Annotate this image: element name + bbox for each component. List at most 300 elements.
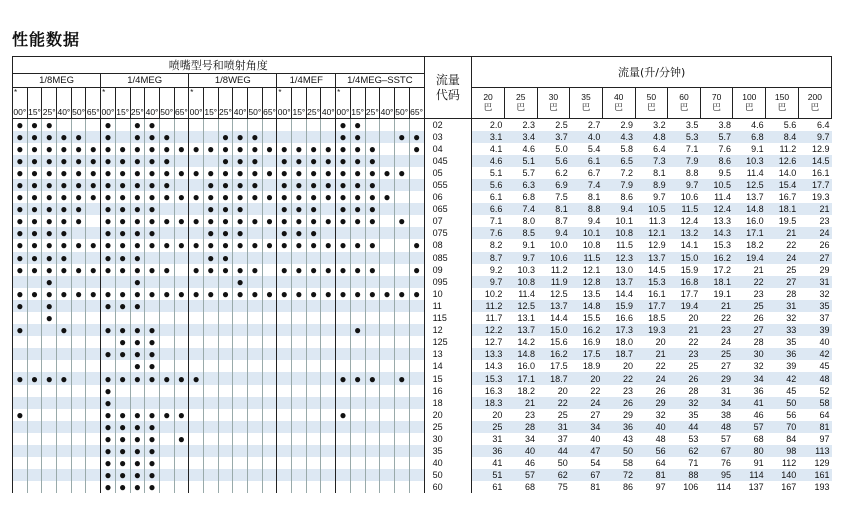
flow-value-cell: 27 <box>733 324 766 336</box>
empty-cell <box>306 360 321 372</box>
empty-cell <box>57 421 72 433</box>
availability-dot: ● <box>101 179 116 191</box>
flow-value-cell: 58 <box>623 458 634 469</box>
empty-cell <box>292 336 307 348</box>
empty-cell <box>409 372 424 384</box>
empty-cell <box>189 324 204 336</box>
empty-cell <box>174 481 189 493</box>
empty-cell <box>365 276 380 288</box>
empty-cell <box>115 276 130 288</box>
empty-cell <box>394 348 409 360</box>
empty-cell <box>321 445 336 457</box>
flow-value-cell: 32 <box>786 313 797 324</box>
availability-dot: ● <box>306 191 321 203</box>
nozzle-model-header: 1/4MEF <box>277 74 336 88</box>
availability-dot: ● <box>380 167 395 179</box>
table-row <box>13 397 832 409</box>
availability-dot: ● <box>145 421 160 433</box>
empty-cell <box>203 433 218 445</box>
availability-dot: ● <box>145 143 160 155</box>
empty-cell <box>115 131 130 143</box>
empty-cell <box>365 433 380 445</box>
flow-value-cell: 7.4 <box>504 203 537 215</box>
availability-dot: ● <box>130 457 145 469</box>
availability-dot: ● <box>262 143 277 155</box>
empty-cell <box>189 179 204 191</box>
flow-value-cell: 8.5 <box>504 227 537 239</box>
empty-cell <box>174 252 189 264</box>
flow-value-cell: 2.3 <box>522 119 536 130</box>
flow-value-cell: 12.6 <box>766 155 799 167</box>
empty-cell <box>159 336 174 348</box>
empty-cell <box>292 312 307 324</box>
spray-angle-header <box>203 88 218 119</box>
empty-cell <box>394 481 409 493</box>
availability-dot: ● <box>203 288 218 300</box>
flow-value-cell: 72 <box>602 469 635 481</box>
empty-cell <box>189 445 204 457</box>
availability-dot: ● <box>86 143 101 155</box>
availability-dot: ● <box>115 336 130 348</box>
flow-value-cell: 7.2 <box>620 167 634 178</box>
flow-value-cell: 10.3 <box>517 264 536 275</box>
empty-cell <box>233 324 248 336</box>
availability-dot: ● <box>101 481 116 493</box>
flow-code-cell: 075 <box>424 227 472 239</box>
empty-cell <box>248 481 263 493</box>
flow-value-cell: 5.3 <box>668 131 701 143</box>
empty-cell <box>203 397 218 409</box>
table-row <box>13 360 832 372</box>
availability-dot: ● <box>101 469 116 481</box>
availability-dot: ● <box>130 372 145 384</box>
availability-dot: ● <box>130 143 145 155</box>
spray-angle-header <box>174 88 189 119</box>
flow-value-cell: 13.2 <box>668 227 701 239</box>
empty-cell <box>71 372 86 384</box>
flow-value-cell: 56 <box>635 445 668 457</box>
flow-value-cell: 11.5 <box>616 240 634 251</box>
availability-dot: ● <box>189 288 204 300</box>
empty-cell <box>42 457 57 469</box>
flow-value-cell: 10.1 <box>570 227 603 239</box>
availability-dot: ● <box>189 143 204 155</box>
empty-cell <box>292 372 307 384</box>
flow-value-cell: 6.5 <box>602 155 635 167</box>
table-row <box>13 300 832 312</box>
spray-angle-header <box>394 88 409 119</box>
availability-dot: ● <box>57 143 72 155</box>
page-title: 性能数据 <box>12 30 81 49</box>
flow-value-cell: 13.3 <box>713 216 731 227</box>
flow-value-cell: 56 <box>786 409 797 420</box>
flow-code-cell: 16 <box>424 385 472 397</box>
empty-cell <box>380 252 395 264</box>
availability-dot: ● <box>218 239 233 251</box>
availability-dot: ● <box>159 288 174 300</box>
availability-dot: ● <box>145 372 160 384</box>
empty-cell <box>233 457 248 469</box>
flow-value-cell: 57 <box>733 421 766 433</box>
empty-cell <box>57 469 72 481</box>
availability-dot: ● <box>218 252 233 264</box>
flow-value-cell: 48 <box>798 372 831 384</box>
spray-angle-header <box>130 88 145 119</box>
empty-cell <box>394 239 409 251</box>
availability-dot: ● <box>365 143 380 155</box>
empty-cell <box>71 397 86 409</box>
flow-value-cell: 13.7 <box>635 252 668 264</box>
availability-dot: ● <box>130 155 145 167</box>
empty-cell <box>13 457 28 469</box>
spray-angle-label: 50° <box>395 107 409 117</box>
availability-dot: ● <box>27 155 42 167</box>
flow-value-cell: 6.1 <box>472 191 505 203</box>
availability-dot: ● <box>71 288 86 300</box>
availability-dot: ● <box>71 203 86 215</box>
flow-value-cell: 13.3 <box>472 348 505 360</box>
spray-angle-header <box>218 88 233 119</box>
empty-cell <box>321 203 336 215</box>
empty-cell <box>27 409 42 421</box>
availability-dot: ● <box>174 409 189 421</box>
availability-dot: ● <box>350 179 365 191</box>
availability-dot: ● <box>145 167 160 179</box>
availability-dot: ● <box>306 143 321 155</box>
table-row <box>13 421 832 433</box>
pressure-header <box>733 88 766 119</box>
empty-cell <box>203 421 218 433</box>
pressure-unit: 巴 <box>483 102 493 112</box>
empty-cell <box>365 457 380 469</box>
availability-dot: ● <box>248 288 263 300</box>
table-row <box>13 481 832 493</box>
empty-cell <box>159 324 174 336</box>
empty-cell <box>248 360 263 372</box>
flow-value-cell: 16.3 <box>472 385 505 397</box>
empty-cell <box>262 348 277 360</box>
flow-value-cell: 13.1 <box>517 313 536 324</box>
flow-value-cell: 8.8 <box>570 203 603 215</box>
flow-value-cell: 11.5 <box>570 252 603 264</box>
flow-value-cell: 8.2 <box>472 239 505 251</box>
flow-value-cell: 21 <box>753 264 764 275</box>
empty-cell <box>71 481 86 493</box>
flow-value-cell: 36 <box>766 348 799 360</box>
availability-dot: ● <box>306 179 321 191</box>
flow-value-cell: 6.4 <box>816 119 830 130</box>
empty-cell <box>306 119 321 131</box>
empty-cell <box>292 433 307 445</box>
empty-cell <box>409 167 424 179</box>
flow-value-cell: 11.5 <box>668 203 701 215</box>
flow-value-cell: 10.8 <box>602 227 635 239</box>
flow-value-cell: 14.8 <box>504 348 537 360</box>
empty-cell <box>365 469 380 481</box>
flow-value-cell: 35 <box>798 300 831 312</box>
availability-dot: ● <box>42 179 57 191</box>
flow-value-cell: 9.4 <box>602 203 635 215</box>
pressure-unit: 巴 <box>549 102 558 112</box>
flow-value-cell: 9.7 <box>653 192 666 203</box>
table-row <box>13 372 832 384</box>
availability-dot: ● <box>277 167 292 179</box>
table-row <box>13 409 832 421</box>
flow-code-header <box>424 57 472 119</box>
flow-value-cell: 44 <box>537 445 570 457</box>
spray-angle-header <box>292 88 307 119</box>
availability-dot: ● <box>350 372 365 384</box>
empty-cell <box>277 360 292 372</box>
availability-dot: ● <box>277 239 292 251</box>
empty-cell <box>380 215 395 227</box>
availability-dot: ● <box>130 239 145 251</box>
availability-dot: ● <box>86 155 101 167</box>
availability-dot: ● <box>277 143 292 155</box>
flow-value-cell: 39 <box>786 361 797 372</box>
availability-dot: ● <box>218 264 233 276</box>
flow-value-cell: 20 <box>570 372 603 384</box>
flow-value-cell: 8.4 <box>766 131 799 143</box>
empty-cell <box>409 397 424 409</box>
flow-value-cell: 9.7 <box>472 276 505 288</box>
empty-cell <box>71 276 86 288</box>
flow-value-cell: 24 <box>570 397 603 409</box>
flow-value-cell: 28 <box>504 421 537 433</box>
availability-dot: ● <box>336 239 351 251</box>
availability-dot: ● <box>57 324 72 336</box>
availability-dot: ● <box>130 481 145 493</box>
empty-cell <box>394 312 409 324</box>
flow-value-cell: 2.7 <box>587 119 601 130</box>
availability-dot: ● <box>409 288 424 300</box>
availability-dot: ● <box>145 457 160 469</box>
empty-cell <box>277 324 292 336</box>
empty-cell <box>42 409 57 421</box>
availability-dot: ● <box>13 239 28 251</box>
empty-cell <box>277 433 292 445</box>
empty-cell <box>218 348 233 360</box>
availability-dot: ● <box>130 348 145 360</box>
availability-dot: ● <box>409 131 424 143</box>
empty-cell <box>262 445 277 457</box>
availability-dot: ● <box>42 143 57 155</box>
availability-dot: ● <box>277 227 292 239</box>
empty-cell <box>13 397 28 409</box>
empty-cell <box>262 131 277 143</box>
empty-cell <box>159 481 174 493</box>
availability-dot: ● <box>233 179 248 191</box>
availability-dot: ● <box>277 288 292 300</box>
empty-cell <box>189 336 204 348</box>
flow-value-cell: 36 <box>753 385 764 396</box>
empty-cell <box>86 252 101 264</box>
availability-dot: ● <box>27 372 42 384</box>
flow-value-cell: 13.7 <box>602 276 635 288</box>
empty-cell <box>336 421 351 433</box>
spray-angle-label: 65° <box>86 107 100 117</box>
flow-value-cell: 2.9 <box>620 119 634 130</box>
availability-dot: ● <box>86 239 101 251</box>
flow-value-cell: 32 <box>753 361 764 372</box>
empty-cell <box>321 252 336 264</box>
flow-value-cell: 6.1 <box>570 155 603 167</box>
availability-dot: ● <box>115 191 130 203</box>
empty-cell <box>86 372 101 384</box>
empty-cell <box>277 252 292 264</box>
availability-dot: ● <box>145 239 160 251</box>
availability-dot: ● <box>13 119 28 131</box>
flow-value-cell: 7.4 <box>570 179 603 191</box>
flow-value-cell: 11.2 <box>779 143 797 154</box>
availability-dot: ● <box>71 179 86 191</box>
empty-cell <box>71 360 86 372</box>
availability-dot: ● <box>101 372 116 384</box>
flow-code-cell: 15 <box>424 372 472 384</box>
empty-cell <box>42 336 57 348</box>
availability-dot: ● <box>27 191 42 203</box>
flow-value-cell: 71 <box>688 458 699 469</box>
availability-dot: ● <box>130 433 145 445</box>
availability-dot: ● <box>394 215 409 227</box>
empty-cell <box>203 372 218 384</box>
empty-cell <box>409 312 424 324</box>
table-row <box>13 324 832 336</box>
availability-dot: ● <box>350 288 365 300</box>
empty-cell <box>350 433 365 445</box>
flow-value-cell: 13.7 <box>537 300 570 312</box>
flow-value-cell: 8.7 <box>555 216 568 227</box>
flow-value-cell: 6.4 <box>653 143 666 154</box>
flow-value-cell: 6.6 <box>472 203 505 215</box>
flow-value-cell: 8.1 <box>587 192 601 203</box>
availability-dot: ● <box>115 143 130 155</box>
availability-dot: ● <box>27 119 42 131</box>
empty-cell <box>262 324 277 336</box>
empty-cell <box>321 360 336 372</box>
empty-cell <box>86 336 101 348</box>
empty-cell <box>277 385 292 397</box>
flow-value-cell: 5.1 <box>472 167 505 179</box>
empty-cell <box>380 469 395 481</box>
empty-cell <box>350 397 365 409</box>
flow-value-cell: 5.7 <box>700 131 733 143</box>
flow-value-cell: 84 <box>786 433 797 444</box>
flow-value-cell: 9.4 <box>537 227 570 239</box>
empty-cell <box>189 131 204 143</box>
flow-code-cell: 25 <box>424 421 472 433</box>
empty-cell <box>174 397 189 409</box>
availability-dot: ● <box>218 203 233 215</box>
availability-dot: ● <box>71 155 86 167</box>
empty-cell <box>57 457 72 469</box>
availability-dot: ● <box>350 143 365 155</box>
availability-dot: ● <box>101 397 116 409</box>
flow-value-cell: 10.0 <box>550 240 568 251</box>
availability-dot: ● <box>145 191 160 203</box>
flow-value-cell: 16.7 <box>778 192 797 203</box>
empty-cell <box>262 264 277 276</box>
flow-value-cell: 14.4 <box>615 288 634 299</box>
empty-cell <box>101 360 116 372</box>
flow-code-header-line: 代码 <box>435 87 460 102</box>
empty-cell <box>336 469 351 481</box>
flow-value-cell: 26 <box>602 397 635 409</box>
empty-cell <box>203 409 218 421</box>
empty-cell <box>262 227 277 239</box>
flow-value-cell: 12.3 <box>602 252 635 264</box>
flow-value-cell: 15.3 <box>713 240 731 251</box>
empty-cell <box>115 397 130 409</box>
flow-value-cell: 10.3 <box>733 155 766 167</box>
empty-cell <box>174 445 189 457</box>
empty-cell <box>57 445 72 457</box>
empty-cell <box>159 421 174 433</box>
flow-value-cell: 3.5 <box>685 119 699 130</box>
flow-value-cell: 91 <box>753 458 764 469</box>
availability-dot: ● <box>365 191 380 203</box>
empty-cell <box>42 348 57 360</box>
empty-cell <box>277 312 292 324</box>
flow-value-cell: 27 <box>766 276 799 288</box>
availability-dot: ● <box>365 179 380 191</box>
flow-value-cell: 44 <box>668 421 701 433</box>
empty-cell <box>159 397 174 409</box>
availability-dot: ● <box>159 167 174 179</box>
flow-value-cell: 11.4 <box>714 192 731 203</box>
flow-value-cell: 6.3 <box>504 179 537 191</box>
flow-code-cell: 50 <box>424 469 472 481</box>
availability-dot: ● <box>145 215 160 227</box>
availability-dot: ● <box>101 227 116 239</box>
flow-value-cell: 9.2 <box>472 264 505 276</box>
empty-cell <box>336 348 351 360</box>
empty-cell <box>233 421 248 433</box>
empty-cell <box>189 312 204 324</box>
empty-cell <box>27 324 42 336</box>
flow-value-cell: 64 <box>655 458 666 469</box>
spray-angle-label: 40° <box>321 107 335 117</box>
empty-cell <box>380 203 395 215</box>
spray-angle-header <box>277 88 292 119</box>
empty-cell <box>71 324 86 336</box>
flow-value-cell: 40 <box>504 445 537 457</box>
availability-dot: ● <box>262 167 277 179</box>
empty-cell <box>262 312 277 324</box>
empty-cell <box>203 457 218 469</box>
flow-value-cell: 8.1 <box>653 167 666 178</box>
availability-dot: ● <box>174 239 189 251</box>
flow-value-cell: 16.2 <box>700 252 733 264</box>
pressure-header <box>700 88 733 119</box>
empty-cell <box>248 409 263 421</box>
availability-dot: ● <box>174 191 189 203</box>
availability-dot: ● <box>115 445 130 457</box>
empty-cell <box>409 215 424 227</box>
empty-cell <box>86 348 101 360</box>
empty-cell <box>203 276 218 288</box>
availability-dot: ● <box>321 239 336 251</box>
empty-cell <box>248 433 263 445</box>
availability-dot: ● <box>248 167 263 179</box>
empty-cell <box>380 324 395 336</box>
empty-cell <box>13 433 28 445</box>
empty-cell <box>159 385 174 397</box>
availability-dot: ● <box>57 288 72 300</box>
flow-value-cell: 5.4 <box>587 143 601 154</box>
empty-cell <box>130 385 145 397</box>
empty-cell <box>380 385 395 397</box>
